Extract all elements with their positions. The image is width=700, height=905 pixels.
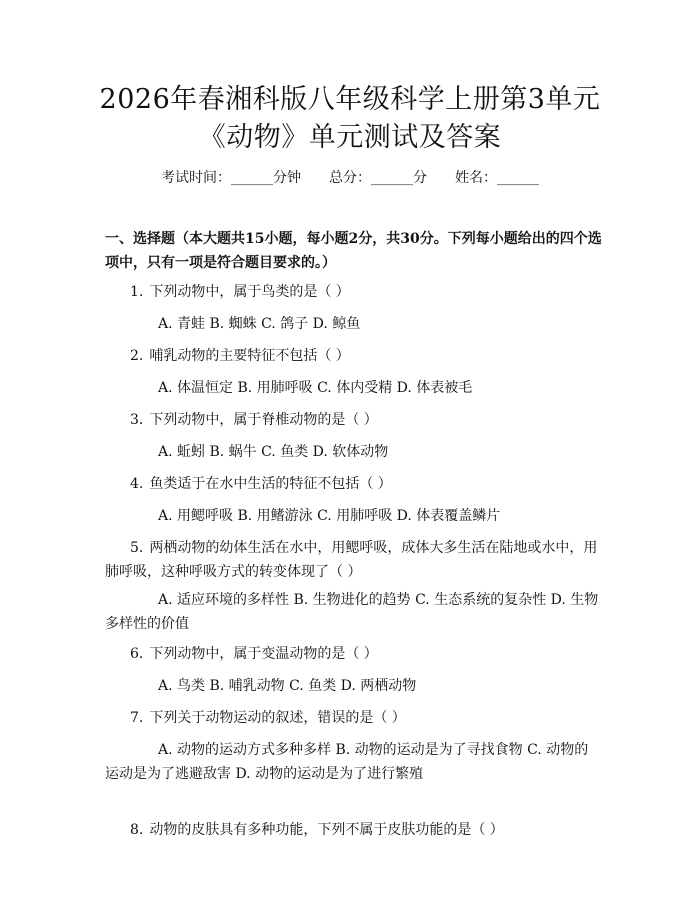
question-5-options: A. 适应环境的多样性 B. 生物进化的趋势 C. 生态系统的复杂性 D. 生物多样性的价值 xyxy=(105,592,599,632)
question-7-options: A. 动物的运动方式多种多样 B. 动物的运动是为了寻找食物 C. 动物的运动是为了逃避敌害 D. 动物的运动是为了进行繁殖 xyxy=(105,742,589,782)
question-4-options: A. 用鳃呼吸 B. 用鳍游泳 C. 用肺呼吸 D. 体表覆盖鳞片 xyxy=(158,508,501,524)
question-2 xyxy=(130,346,350,366)
question-number: 3. xyxy=(130,412,144,428)
question-number: 2. xyxy=(130,348,144,364)
question-7 xyxy=(130,708,406,728)
question-number: 1. xyxy=(130,284,144,300)
question-text: 下列关于动物运动的叙述，错误的是（ ） xyxy=(149,710,406,726)
question-5 xyxy=(105,536,600,584)
question-text: 鱼类适于在水中生活的特征不包括（ ） xyxy=(149,476,392,492)
question-number: 5. xyxy=(130,540,144,556)
question-text: 动物的皮肤具有多种功能，下列不属于皮肤功能的是（ ） xyxy=(149,822,504,838)
question-3 xyxy=(130,410,378,430)
question-2-options: A. 体温恒定 B. 用肺呼吸 C. 体内受精 D. 体表被毛 xyxy=(158,380,473,396)
question-text: 下列动物中，属于变温动物的是（ ） xyxy=(149,646,378,662)
question-number: 8. xyxy=(130,822,144,838)
exam-time-field: 考试时间：______分钟 xyxy=(161,170,301,186)
question-6-options: A. 鸟类 B. 哺乳动物 C. 鱼类 D. 两栖动物 xyxy=(158,678,417,694)
document-title-line-2: 《动物》单元测试及答案 xyxy=(198,122,502,153)
question-number: 4. xyxy=(130,476,144,492)
exam-meta xyxy=(0,168,700,188)
question-text: 哺乳动物的主要特征不包括（ ） xyxy=(149,348,350,364)
question-1 xyxy=(130,282,350,302)
question-6 xyxy=(130,644,378,664)
question-text: 下列动物中，属于脊椎动物的是（ ） xyxy=(149,412,378,428)
question-1-options: A. 青蛙 B. 蜘蛛 C. 鸽子 D. 鲸鱼 xyxy=(158,316,361,332)
question-number: 7. xyxy=(130,710,144,726)
document-title-line-1: 2026年春湘科版八年级科学上册第3单元 xyxy=(99,84,601,115)
section-heading-choice: 一、选择题（本大题共15小题，每小题2分，共30分。下列每小题给出的四个选项中，只有一项是符合题目要求的。） xyxy=(105,231,602,271)
exam-name-field: 姓名：______ xyxy=(455,170,539,186)
question-number: 6. xyxy=(130,646,144,662)
question-text: 下列动物中，属于鸟类的是（ ） xyxy=(149,284,350,300)
question-8 xyxy=(130,820,504,840)
question-text: 两栖动物的幼体生活在水中，用鳃呼吸，成体大多生活在陆地或水中，用肺呼吸，这种呼吸方式的转变体现了（ ） xyxy=(105,540,598,580)
question-3-options: A. 蚯蚓 B. 蜗牛 C. 鱼类 D. 软体动物 xyxy=(158,444,389,460)
question-4 xyxy=(130,474,392,494)
exam-score-field: 总分：______分 xyxy=(329,170,427,186)
